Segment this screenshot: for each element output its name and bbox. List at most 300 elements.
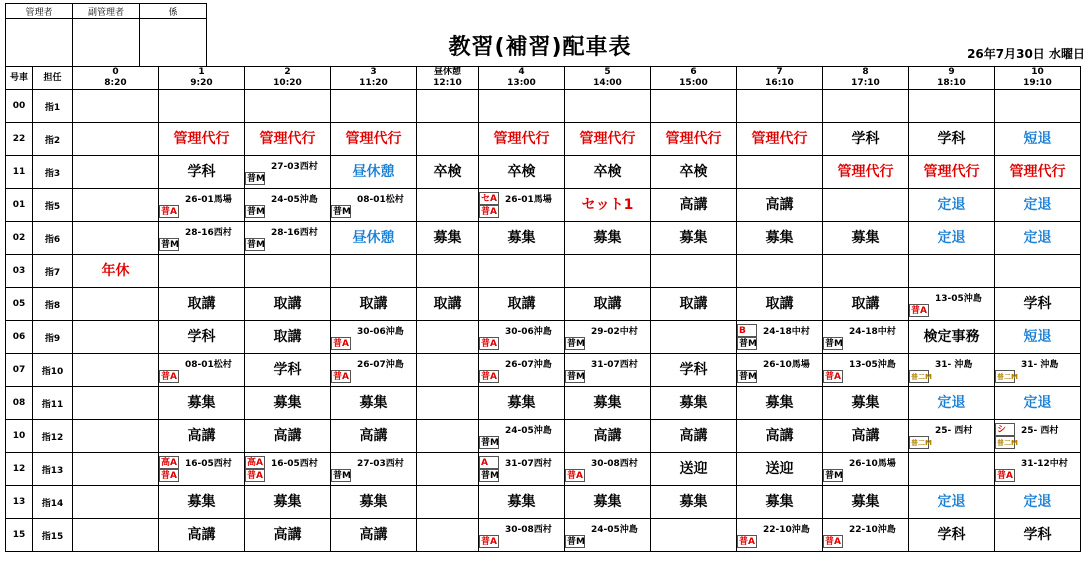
schedule-cell[interactable] xyxy=(651,387,737,420)
schedule-cell[interactable] xyxy=(737,222,823,255)
cell-content xyxy=(245,156,330,188)
slot-text: 定退 xyxy=(1023,395,1052,411)
schedule-cell[interactable] xyxy=(417,189,479,222)
license-tag: 普二M xyxy=(909,436,929,449)
cell-content xyxy=(995,486,1080,518)
schedule-cell[interactable] xyxy=(651,288,737,321)
schedule-cell[interactable] xyxy=(331,354,417,387)
schedule-cell[interactable] xyxy=(245,222,331,255)
cell-content xyxy=(73,288,158,320)
schedule-cell[interactable] xyxy=(823,288,909,321)
schedule-cell[interactable] xyxy=(909,387,995,420)
license-tag: 普A xyxy=(331,337,351,350)
slot-text: 募集 xyxy=(433,230,462,246)
schedule-cell[interactable] xyxy=(737,486,823,519)
slot-text: 短退 xyxy=(1023,131,1052,147)
schedule-cell[interactable] xyxy=(73,519,159,552)
schedule-cell[interactable] xyxy=(995,486,1081,519)
cell-content xyxy=(651,123,736,155)
schedule-cell[interactable] xyxy=(737,156,823,189)
car-number: 00 xyxy=(6,90,33,123)
cell-content xyxy=(73,519,158,551)
schedule-cell[interactable] xyxy=(331,90,417,123)
slot-text: 管理代行 xyxy=(837,164,894,180)
schedule-cell[interactable] xyxy=(995,420,1081,453)
schedule-cell[interactable] xyxy=(737,387,823,420)
schedule-cell[interactable] xyxy=(479,222,565,255)
schedule-cell[interactable] xyxy=(73,486,159,519)
schedule-cell[interactable] xyxy=(73,453,159,486)
cell-content xyxy=(737,123,822,155)
slot-text: 高講 xyxy=(593,428,622,444)
period-label: 3 xyxy=(331,67,417,79)
schedule-cell[interactable] xyxy=(479,354,565,387)
schedule-cell[interactable] xyxy=(565,354,651,387)
slot-text: 募集 xyxy=(851,230,880,246)
schedule-cell[interactable] xyxy=(245,420,331,453)
page-title: 教習(補習)配車表 xyxy=(448,35,632,60)
car-number: 02 xyxy=(6,222,33,255)
cell-content xyxy=(73,156,158,188)
schedule-cell[interactable] xyxy=(331,387,417,420)
schedule-cell[interactable] xyxy=(73,288,159,321)
schedule-cell[interactable] xyxy=(823,90,909,123)
schedule-cell[interactable] xyxy=(823,420,909,453)
schedule-cell[interactable] xyxy=(479,156,565,189)
schedule-cell[interactable] xyxy=(159,453,245,486)
schedule-cell[interactable] xyxy=(479,90,565,123)
instructor: 指3 xyxy=(33,156,73,189)
schedule-cell[interactable] xyxy=(565,486,651,519)
schedule-cell[interactable] xyxy=(823,387,909,420)
schedule-cell[interactable] xyxy=(651,453,737,486)
slot-text: 募集 xyxy=(507,494,536,510)
license-tag: 普二M xyxy=(995,370,1015,383)
slot-text: 卒検 xyxy=(507,164,536,180)
schedule-cell[interactable] xyxy=(245,321,331,354)
schedule-cell[interactable] xyxy=(909,486,995,519)
schedule-cell[interactable] xyxy=(737,354,823,387)
schedule-cell[interactable] xyxy=(565,255,651,288)
schedule-cell[interactable] xyxy=(823,354,909,387)
period-label: 0 xyxy=(73,67,159,79)
schedule-cell[interactable] xyxy=(909,90,995,123)
schedule-cell[interactable] xyxy=(417,354,479,387)
student-info: 30-08西村 xyxy=(505,525,552,535)
schedule-cell[interactable] xyxy=(331,189,417,222)
schedule-cell[interactable] xyxy=(565,321,651,354)
schedule-cell[interactable] xyxy=(159,321,245,354)
cell-content xyxy=(479,486,564,518)
instructor: 指5 xyxy=(33,189,73,222)
instructor: 指15 xyxy=(33,519,73,552)
schedule-cell[interactable] xyxy=(245,255,331,288)
schedule-cell[interactable] xyxy=(73,222,159,255)
schedule-cell[interactable] xyxy=(73,354,159,387)
cell-content xyxy=(823,222,908,254)
schedule-cell[interactable] xyxy=(995,321,1081,354)
slot-text: 取講 xyxy=(273,296,302,312)
cell-content xyxy=(995,90,1080,122)
cell-content xyxy=(737,420,822,452)
car-number: 10 xyxy=(6,420,33,453)
cell-content xyxy=(417,354,478,386)
schedule-cell[interactable] xyxy=(565,453,651,486)
cell-content xyxy=(245,486,330,518)
cell-content xyxy=(823,156,908,188)
schedule-cell[interactable] xyxy=(737,90,823,123)
cell-content xyxy=(565,354,650,386)
license-tag: 普A xyxy=(565,469,585,482)
schedule-cell[interactable] xyxy=(331,288,417,321)
schedule-cell[interactable] xyxy=(159,189,245,222)
schedule-cell[interactable] xyxy=(479,321,565,354)
schedule-cell[interactable] xyxy=(737,255,823,288)
schedule-cell[interactable] xyxy=(331,156,417,189)
cell-content xyxy=(417,387,478,419)
slot-text: セット1 xyxy=(581,197,634,213)
license-tag: 普二M xyxy=(909,370,929,383)
cell-content xyxy=(651,321,736,353)
schedule-cell[interactable] xyxy=(159,288,245,321)
schedule-cell[interactable] xyxy=(909,255,995,288)
schedule-cell[interactable] xyxy=(479,453,565,486)
slot-text: 送迎 xyxy=(765,461,794,477)
schedule-cell[interactable] xyxy=(479,288,565,321)
cell-content xyxy=(909,288,994,320)
schedule-cell[interactable] xyxy=(823,222,909,255)
student-info: 24-05沖島 xyxy=(505,426,552,436)
schedule-cell[interactable] xyxy=(417,123,479,156)
cell-content xyxy=(159,288,244,320)
cell-content xyxy=(651,486,736,518)
schedule-cell[interactable] xyxy=(651,90,737,123)
schedule-cell[interactable] xyxy=(995,255,1081,288)
schedule-cell[interactable] xyxy=(479,189,565,222)
cell-content xyxy=(565,387,650,419)
schedule-cell[interactable] xyxy=(331,123,417,156)
schedule-cell[interactable] xyxy=(909,354,995,387)
schedule-cell[interactable] xyxy=(909,321,995,354)
schedule-cell[interactable] xyxy=(995,387,1081,420)
cell-content xyxy=(417,519,478,551)
cell-content xyxy=(331,387,416,419)
schedule-cell[interactable] xyxy=(245,90,331,123)
student-info: 27-03西村 xyxy=(271,162,318,172)
schedule-cell[interactable] xyxy=(565,420,651,453)
cell-content xyxy=(737,354,822,386)
schedule-cell[interactable] xyxy=(159,255,245,288)
schedule-cell[interactable] xyxy=(651,486,737,519)
schedule-cell[interactable] xyxy=(565,519,651,552)
license-tag: 普M xyxy=(567,537,585,547)
schedule-cell[interactable] xyxy=(995,156,1081,189)
slot-text: 高講 xyxy=(187,428,216,444)
schedule-cell[interactable] xyxy=(73,123,159,156)
cell-content xyxy=(651,255,736,287)
cell-content xyxy=(245,321,330,353)
cell-content xyxy=(159,189,244,221)
slot-text: 取講 xyxy=(433,296,462,312)
schedule-cell[interactable] xyxy=(823,486,909,519)
schedule-cell[interactable] xyxy=(565,288,651,321)
schedule-cell[interactable] xyxy=(159,123,245,156)
schedule-cell[interactable] xyxy=(331,420,417,453)
schedule-cell[interactable] xyxy=(417,90,479,123)
cell-content xyxy=(909,255,994,287)
instructor: 指2 xyxy=(33,123,73,156)
schedule-cell[interactable] xyxy=(245,354,331,387)
cell-content xyxy=(479,90,564,122)
license-tag: 普M xyxy=(247,240,265,250)
schedule-cell[interactable] xyxy=(73,321,159,354)
license-tag: 普M xyxy=(481,438,499,448)
table-row xyxy=(6,123,1081,156)
schedule-cell[interactable] xyxy=(651,519,737,552)
schedule-cell[interactable] xyxy=(245,288,331,321)
schedule-cell[interactable] xyxy=(823,156,909,189)
schedule-cell[interactable] xyxy=(651,189,737,222)
course-tag: 高A xyxy=(245,456,265,469)
schedule-cell[interactable] xyxy=(479,519,565,552)
schedule-cell[interactable] xyxy=(417,387,479,420)
schedule-cell[interactable] xyxy=(417,321,479,354)
schedule-cell[interactable] xyxy=(823,123,909,156)
schedule-cell[interactable] xyxy=(159,156,245,189)
slot-text: 高講 xyxy=(273,428,302,444)
schedule-cell[interactable] xyxy=(331,255,417,288)
license-tag: 普M xyxy=(161,240,179,250)
cell-content xyxy=(159,387,244,419)
table-row xyxy=(6,321,1081,354)
schedule-cell[interactable] xyxy=(823,189,909,222)
schedule-cell[interactable] xyxy=(159,222,245,255)
slot-text: 高講 xyxy=(851,428,880,444)
student-info: 29-02中村 xyxy=(591,327,638,337)
schedule-cell[interactable] xyxy=(909,288,995,321)
cell-content xyxy=(995,255,1080,287)
instructor: 指12 xyxy=(33,420,73,453)
period-time: 10:20 xyxy=(245,78,331,90)
schedule-cell[interactable] xyxy=(331,519,417,552)
cell-content xyxy=(245,420,330,452)
schedule-cell[interactable] xyxy=(159,387,245,420)
cell-content xyxy=(417,222,478,254)
schedule-cell[interactable] xyxy=(417,420,479,453)
table-row xyxy=(6,222,1081,255)
schedule-cell[interactable] xyxy=(73,189,159,222)
instructor: 指9 xyxy=(33,321,73,354)
student-info: 26-10馬場 xyxy=(849,459,896,469)
slot-text: 取講 xyxy=(593,296,622,312)
license-tag: 普M xyxy=(825,339,843,349)
schedule-cell[interactable] xyxy=(565,189,651,222)
schedule-cell[interactable] xyxy=(823,321,909,354)
schedule-cell[interactable] xyxy=(73,255,159,288)
license-tag: 普A xyxy=(823,370,843,383)
schedule-cell[interactable] xyxy=(823,255,909,288)
schedule-cell[interactable] xyxy=(159,354,245,387)
table-row xyxy=(6,189,1081,222)
schedule-cell[interactable] xyxy=(651,123,737,156)
schedule-cell[interactable] xyxy=(73,156,159,189)
schedule-cell[interactable] xyxy=(73,90,159,123)
period-time: 15:00 xyxy=(651,78,737,90)
schedule-cell[interactable] xyxy=(565,387,651,420)
schedule-cell[interactable] xyxy=(245,123,331,156)
schedule-cell[interactable] xyxy=(479,123,565,156)
schedule-cell[interactable] xyxy=(995,453,1081,486)
slot-text: 検定事務 xyxy=(923,329,980,345)
course-tag: A xyxy=(479,456,499,469)
schedule-cell[interactable] xyxy=(909,189,995,222)
schedule-cell[interactable] xyxy=(73,420,159,453)
header-row-periods xyxy=(6,67,1081,79)
staff-stamp xyxy=(140,19,207,67)
schedule-cell[interactable] xyxy=(331,321,417,354)
schedule-cell[interactable] xyxy=(737,189,823,222)
schedule-cell[interactable] xyxy=(479,387,565,420)
schedule-cell[interactable] xyxy=(159,420,245,453)
schedule-cell[interactable] xyxy=(737,123,823,156)
schedule-cell[interactable] xyxy=(651,222,737,255)
schedule-cell[interactable] xyxy=(995,123,1081,156)
cell-content xyxy=(737,189,822,221)
schedule-cell[interactable] xyxy=(73,387,159,420)
license-tag: 普A xyxy=(479,205,499,218)
slot-text: 取講 xyxy=(507,296,536,312)
license-tag: 普A xyxy=(479,535,499,548)
schedule-cell[interactable] xyxy=(995,288,1081,321)
cell-content xyxy=(417,156,478,188)
schedule-cell[interactable] xyxy=(995,519,1081,552)
cell-content xyxy=(651,387,736,419)
schedule-cell[interactable] xyxy=(651,255,737,288)
instructor: 指1 xyxy=(33,90,73,123)
license-tag: 普A xyxy=(909,304,929,317)
schedule-cell[interactable] xyxy=(159,90,245,123)
student-info: 30-06沖島 xyxy=(505,327,552,337)
schedule-cell[interactable] xyxy=(417,519,479,552)
student-info: 31-07西村 xyxy=(591,360,638,370)
schedule-cell[interactable] xyxy=(245,387,331,420)
schedule-cell[interactable] xyxy=(909,519,995,552)
car-number: 22 xyxy=(6,123,33,156)
schedule-cell[interactable] xyxy=(245,519,331,552)
cell-content xyxy=(331,519,416,551)
schedule-cell[interactable] xyxy=(417,156,479,189)
schedule-cell[interactable] xyxy=(245,156,331,189)
schedule-cell[interactable] xyxy=(909,420,995,453)
schedule-cell[interactable] xyxy=(737,321,823,354)
schedule-cell[interactable] xyxy=(565,90,651,123)
license-tag: 普A xyxy=(159,205,179,218)
schedule-cell[interactable] xyxy=(331,486,417,519)
schedule-cell[interactable] xyxy=(245,486,331,519)
schedule-cell[interactable] xyxy=(995,90,1081,123)
slot-text: 定退 xyxy=(937,197,966,213)
schedule-cell[interactable] xyxy=(651,321,737,354)
schedule-cell[interactable] xyxy=(159,486,245,519)
slot-text: 学科 xyxy=(851,131,880,147)
schedule-cell[interactable] xyxy=(737,519,823,552)
schedule-cell[interactable] xyxy=(417,255,479,288)
student-info: 13-05沖島 xyxy=(935,294,982,304)
cell-content xyxy=(651,90,736,122)
period-time: 18:10 xyxy=(909,78,995,90)
schedule-cell[interactable] xyxy=(245,189,331,222)
cell-content xyxy=(479,387,564,419)
schedule-cell[interactable] xyxy=(417,486,479,519)
schedule-cell[interactable] xyxy=(651,156,737,189)
schedule-cell[interactable] xyxy=(159,519,245,552)
slot-text: 募集 xyxy=(359,395,388,411)
schedule-cell[interactable] xyxy=(995,189,1081,222)
schedule-cell[interactable] xyxy=(995,222,1081,255)
cell-content xyxy=(159,453,244,485)
cell-content xyxy=(565,420,650,452)
schedule-cell[interactable] xyxy=(565,123,651,156)
schedule-cell[interactable] xyxy=(737,420,823,453)
schedule-cell[interactable] xyxy=(331,222,417,255)
schedule-cell[interactable] xyxy=(909,222,995,255)
slot-text: 送迎 xyxy=(679,461,708,477)
table-row xyxy=(6,387,1081,420)
schedule-cell[interactable] xyxy=(823,453,909,486)
approval-stamp-box xyxy=(5,3,207,67)
schedule-cell[interactable] xyxy=(479,255,565,288)
schedule-cell[interactable] xyxy=(737,288,823,321)
schedule-cell[interactable] xyxy=(417,222,479,255)
schedule-cell[interactable] xyxy=(995,354,1081,387)
schedule-cell[interactable] xyxy=(565,156,651,189)
slot-text: 管理代行 xyxy=(1009,164,1066,180)
schedule-cell[interactable] xyxy=(909,123,995,156)
cell-content xyxy=(479,156,564,188)
schedule-cell[interactable] xyxy=(737,453,823,486)
schedule-cell[interactable] xyxy=(331,453,417,486)
schedule-cell[interactable] xyxy=(565,222,651,255)
schedule-cell[interactable] xyxy=(823,519,909,552)
schedule-cell[interactable] xyxy=(909,156,995,189)
cell-content xyxy=(909,123,994,155)
schedule-cell[interactable] xyxy=(479,486,565,519)
schedule-cell[interactable] xyxy=(909,453,995,486)
slot-text: 定退 xyxy=(1023,197,1052,213)
slot-text: 募集 xyxy=(507,230,536,246)
instructor: 指6 xyxy=(33,222,73,255)
license-tag: 普A xyxy=(823,535,843,548)
instructor: 指11 xyxy=(33,387,73,420)
course-tag: シ xyxy=(995,423,1015,436)
student-info: 08-01松村 xyxy=(185,360,232,370)
student-info: 24-05沖島 xyxy=(271,195,318,205)
schedule-cell[interactable] xyxy=(479,420,565,453)
cell-content xyxy=(565,453,650,485)
slot-text: 定退 xyxy=(1023,494,1052,510)
schedule-cell[interactable] xyxy=(417,453,479,486)
student-info: 24-18中村 xyxy=(849,327,896,337)
schedule-cell[interactable] xyxy=(417,288,479,321)
schedule-cell[interactable] xyxy=(651,354,737,387)
schedule-cell[interactable] xyxy=(245,453,331,486)
cell-content xyxy=(245,90,330,122)
cell-content xyxy=(823,189,908,221)
slot-text: 募集 xyxy=(679,494,708,510)
car-number: 06 xyxy=(6,321,33,354)
table-row xyxy=(6,420,1081,453)
schedule-cell[interactable] xyxy=(651,420,737,453)
